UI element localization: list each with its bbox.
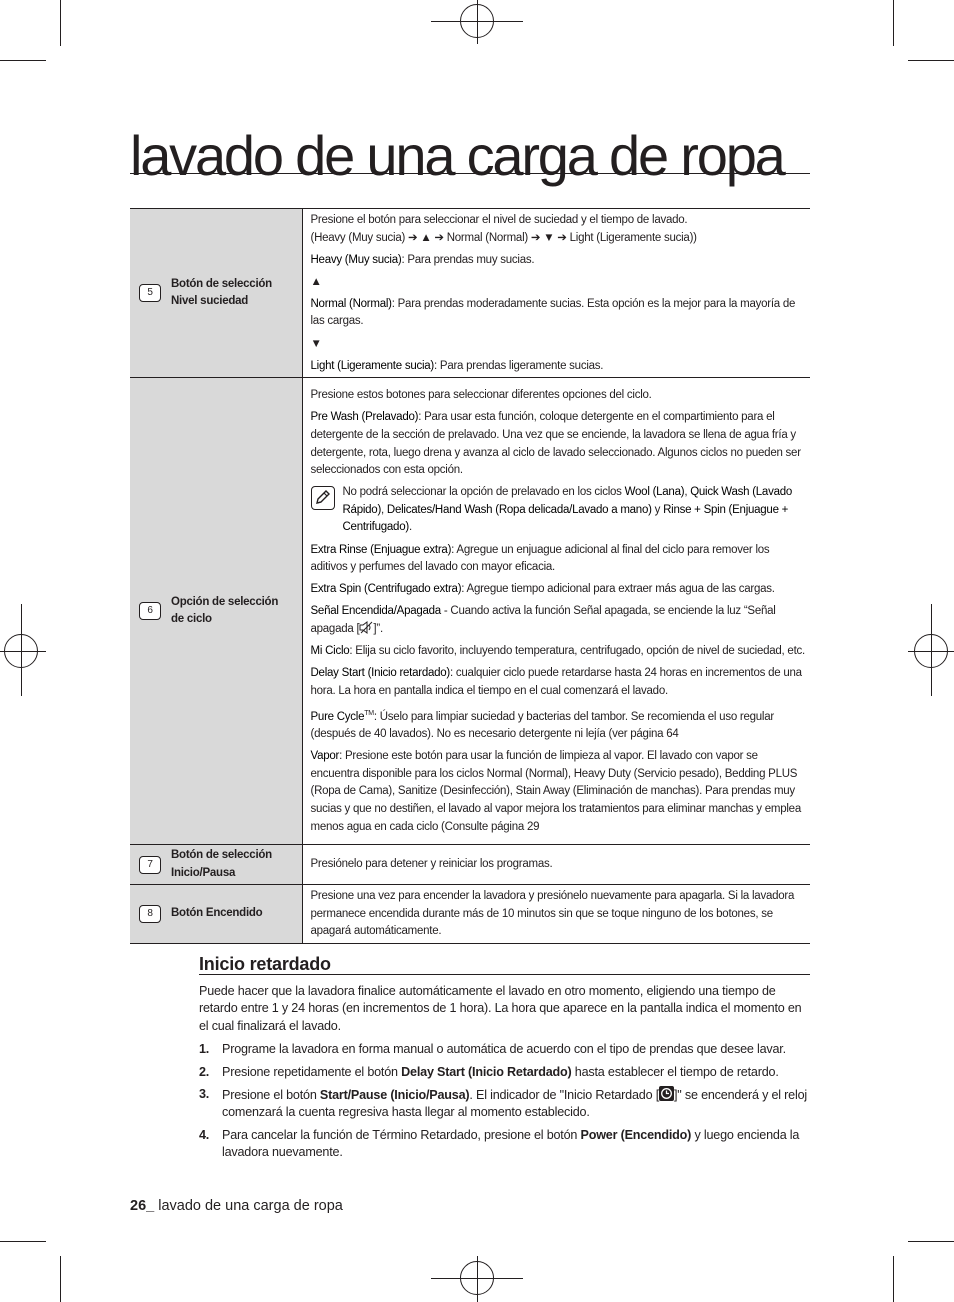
page-title: lavado de una carga de ropa: [130, 128, 810, 174]
description-paragraph: [311, 296, 807, 331]
label-line: Botón de selección: [171, 849, 272, 862]
crop-mark: [60, 1256, 61, 1302]
description-paragraph: Presione estos botones para seleccionar diferentes opciones del ciclo.: [310, 389, 652, 402]
step-text: Presione el botón Start/Pause (Inicio/Pausa). El indicador de "Inicio Retardado [ ]" se encenderá y el reloj comenzará la cuenta regresiva hasta llegar al momento establecido.: [222, 1088, 807, 1120]
term: Pure Cycle: [310, 710, 365, 723]
row-number-badge: 6: [139, 602, 161, 620]
row-number-badge: 5: [139, 284, 161, 302]
row-description: [302, 378, 810, 845]
description-paragraph: [311, 581, 807, 599]
row-number-badge: 7: [139, 856, 161, 874]
section-intro: Puede hacer que la lavadora finalice automáticamente el lavado en otro momento, eligiendo una tiempo de retardo entre 1 y 24 horas (en incrementos de 1 hora). La hora que aparece en la pantalla indica el momento en el cual finalizará el lavado.: [199, 984, 802, 1033]
description-paragraph: [311, 705, 807, 744]
term-text: : Para prendas moderadamente sucias. Esta opción es la mejor para la mayoría de las cargas.: [310, 297, 796, 328]
footer-text: lavado de una carga de ropa: [154, 1198, 343, 1214]
step-number: 3.: [199, 1087, 210, 1102]
row-description: [302, 885, 810, 944]
table-row: [130, 209, 810, 378]
note-text: No podrá seleccionar la opción de prelavado en los ciclos Wool (Lana), Quick Wash (Lavado Rápido), Delicates/Hand Wash (Ropa delicada/Lavado a mano) y Rinse + Spin (Enjuague + Centrifugado).: [342, 486, 793, 534]
term: Heavy (Muy sucia): [310, 253, 402, 266]
description-paragraph: [311, 212, 807, 247]
note-pencil-icon: [311, 486, 335, 510]
crop-mark: [893, 0, 894, 46]
page-number: 26_: [130, 1198, 155, 1214]
row-number-badge: 8: [139, 905, 161, 923]
up-arrow-symbol: ▲: [310, 275, 322, 288]
term-text: : Para prendas muy sucias.: [401, 253, 535, 266]
page-footer: [130, 1197, 343, 1215]
term-text: : Agregue un enjuague adicional al final del ciclo para remover los aditivos y perfumes del lavado con mayor eficacia.: [310, 543, 770, 574]
row-label: [130, 378, 302, 845]
sequence-text: (Heavy (Muy sucia) ➔ ▲ ➔ Normal (Normal) ➔ ▼ ➔ Light (Ligeramente sucia)): [310, 231, 697, 244]
row-label-text: [171, 847, 272, 882]
description-paragraph: [311, 409, 807, 479]
list-item: [199, 1064, 810, 1081]
term: Delay Start (Inicio retardado): [310, 667, 451, 680]
step-number: 1.: [199, 1042, 210, 1057]
term-text: - Cuando activa la función Señal apagada, se enciende la luz “Señal apagada [: [310, 605, 776, 635]
steps-list: [199, 1041, 810, 1161]
registration-mark: [460, 1261, 494, 1295]
term: Extra Rinse (Enjuague extra): [310, 543, 452, 556]
term: Light (Ligeramente sucia): [310, 359, 435, 372]
list-item: [199, 1041, 810, 1058]
crop-mark: [0, 60, 46, 61]
row-label: [130, 885, 302, 944]
table-row: [130, 378, 810, 845]
description-paragraph: Presiónelo para detener y reiniciar los programas.: [310, 858, 553, 871]
term-text: : Para usar esta función, coloque detergente en el compartimiento para el detergente de la sección de prelavado. Una vez que se enciende, la lavadora se llena de agua fría y detergente, rota, luego drena y avanza al ciclo de lavado seleccionado. Algunos ciclos no pueden ser seleccionados con esta opción.: [310, 411, 801, 477]
term-text: : Elija su ciclo favorito, incluyendo temperatura, centrifugado, opción de nivel de suciedad, etc.: [349, 644, 805, 657]
delay-start-section: [199, 953, 810, 1167]
label-line: de ciclo: [171, 613, 212, 626]
term-text: : Agregue tiempo adicional para extraer más agua de las cargas.: [461, 583, 775, 596]
step-text: Para cancelar la función de Término Retardado, presione el botón Power (Encendido) y luego encienda la lavadora nuevamente.: [222, 1127, 800, 1160]
step-number: 2.: [199, 1064, 210, 1079]
description-paragraph: [311, 252, 807, 270]
crop-mark: [0, 1241, 46, 1242]
term: Vapor: [310, 750, 340, 763]
term-text: : Para prendas ligeramente sucias.: [434, 359, 604, 372]
description-paragraph: Presione una vez para encender la lavadora y presiónelo nuevamente para apagarla. Si la lavadora permanece encendida durante más de 10 minutos sin que se toque ninguno de los botones, se apagará automáticamente.: [310, 890, 795, 938]
row-label-text: [171, 905, 262, 923]
description-paragraph: [311, 542, 807, 577]
description-paragraph: [311, 665, 807, 700]
section-title: Inicio retardado: [199, 953, 810, 975]
registration-mark: [460, 4, 494, 38]
term: Señal Encendida/Apagada: [310, 605, 441, 618]
crop-mark: [893, 1256, 894, 1302]
delay-clock-icon: [659, 1086, 674, 1101]
step-number: 4.: [199, 1127, 210, 1142]
registration-mark: [4, 634, 38, 668]
row-description: [302, 845, 810, 885]
table-row: [130, 885, 810, 944]
row-label: [130, 845, 302, 885]
label-line: Nivel suciedad: [171, 295, 249, 308]
row-label-text: [171, 594, 278, 629]
control-panel-table: [130, 208, 810, 944]
row-label: [130, 209, 302, 378]
step-text: Programe la lavadora en forma manual o automática de acuerdo con el tipo de prendas que desee lavar.: [222, 1042, 786, 1057]
label-line: Inicio/Pausa: [171, 866, 236, 879]
term-text: : cualquier ciclo puede retardarse hasta 24 horas en incrementos de una hora. La hora en pantalla indica el tiempo en el cual comenzará el lavado.: [310, 667, 802, 697]
term: Extra Spin (Centrifugado extra): [310, 583, 462, 596]
term: Pre Wash (Prelavado): [310, 411, 419, 424]
term-text: ]”.: [373, 622, 383, 635]
term: Normal (Normal): [310, 297, 392, 310]
registration-mark: [914, 634, 948, 668]
label-line: Botón de selección: [171, 277, 272, 290]
step-text: Presione repetidamente el botón Delay Start (Inicio Retardado) hasta establecer el tiempo de retardo.: [222, 1064, 779, 1079]
description-paragraph: [311, 603, 807, 638]
row-label-text: [171, 276, 272, 311]
trademark: TM: [364, 709, 374, 717]
speaker-mute-icon: [359, 621, 373, 634]
crop-mark: [60, 0, 61, 46]
intro-text: Presione el botón para seleccionar el nivel de suciedad y el tiempo de lavado.: [310, 214, 688, 226]
crop-mark: [908, 60, 954, 61]
list-item: [199, 1127, 810, 1162]
term: Mi Ciclo: [310, 644, 350, 657]
crop-mark: [908, 1241, 954, 1242]
term-text: : Presione este botón para usar la función de limpieza al vapor. El lavado con vapor se encuentra disponible para los ciclos Normal (Normal), Heavy Duty (Servicio pesado), Bedding PLUS (Ropa de Cama), Sanitize (Desinfección), Stain Away (Eliminación de manchas). Para prendas muy sucias y que no destiñen, el lavado al vapor mejora los tratamientos para eliminar manchas y emplea menos agua en cada ciclo (Consulte página 29: [310, 750, 801, 833]
note-box: [311, 484, 807, 537]
description-paragraph: [311, 748, 807, 836]
description-paragraph: [311, 358, 807, 376]
term-text: : Úselo para limpiar suciedad y bacterias del tambor. Se recomienda el uso regular (después de 40 lavados). No es necesario detergente ni lejía (ver página 64: [310, 710, 774, 741]
label-line: Botón Encendido: [171, 907, 263, 920]
description-paragraph: [311, 643, 807, 661]
table-row: [130, 845, 810, 885]
down-arrow-symbol: ▼: [310, 337, 322, 350]
list-item: [199, 1086, 810, 1122]
row-description: [302, 209, 810, 378]
label-line: Opción de selección: [171, 595, 279, 608]
